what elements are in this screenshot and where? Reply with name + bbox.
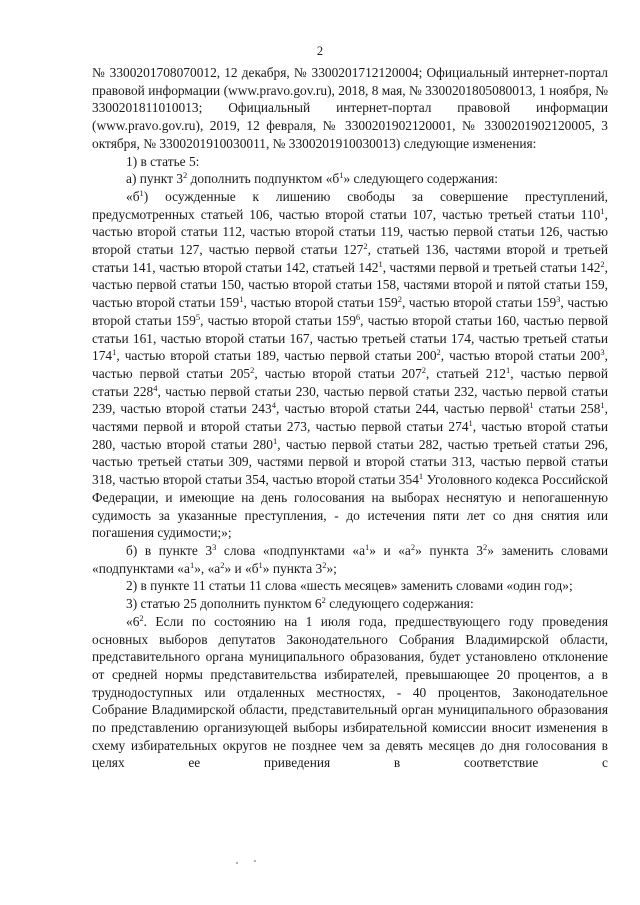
paragraph xyxy=(92,188,608,542)
superscript: 1 xyxy=(378,258,383,269)
superscript: 1 xyxy=(339,170,344,181)
text-run: «6 xyxy=(126,613,140,629)
superscript: 2 xyxy=(363,241,368,252)
text-run: , частями первой и третьей статьи 142 xyxy=(382,259,601,275)
text-run: , частью второй статьи 189, частью первой статьи 200 xyxy=(116,348,437,364)
superscript: 4 xyxy=(153,382,158,393)
superscript: 1 xyxy=(239,294,244,305)
text-run: а) пункт 3 xyxy=(126,171,184,187)
text-run: дополнить подпунктом «б xyxy=(187,171,340,187)
superscript: 6 xyxy=(355,311,361,322)
paragraph xyxy=(92,542,608,577)
text-run: , частью первой статьи 150, частью второй статьи 158, частями второй и пятой статьи 159, частью второй статьи 159 xyxy=(92,259,608,311)
superscript: 1 xyxy=(189,559,195,570)
text-run: » пункта 3 xyxy=(415,542,483,558)
superscript: 2 xyxy=(410,541,416,552)
text-run: б) в пункте 3 xyxy=(126,542,213,558)
page-number: 2 xyxy=(316,44,324,58)
text-run: , частью второй статьи 200 xyxy=(440,348,601,364)
text-run: ) осужденные к лишению свободы за совершение преступлений, предусмотренных статьей 106, частью второй статьи 107, частью третьей статьи 110 xyxy=(92,188,608,222)
superscript: 2 xyxy=(183,170,188,181)
paragraph xyxy=(92,613,608,772)
superscript: 1 xyxy=(365,541,370,552)
superscript: 3 xyxy=(600,347,605,358)
text-run: , частью второй статьи 159 xyxy=(243,295,398,311)
superscript: 2 xyxy=(250,364,255,375)
text-run: », «а xyxy=(194,560,221,576)
text-run: слова «подпунктами «а xyxy=(216,542,366,558)
text-run: 3) статью 25 дополнить пунктом 6 xyxy=(126,596,322,612)
scan-speck xyxy=(254,860,256,862)
superscript: 1 xyxy=(468,418,473,429)
text-run: 2) в пункте 11 статьи 11 слова «шесть месяцев» заменить словами «один год»; xyxy=(126,578,573,594)
superscript: 2 xyxy=(436,347,441,358)
superscript: 1 xyxy=(139,187,144,198)
text-run: »; xyxy=(326,560,337,576)
text-run: , статьей 212 xyxy=(426,365,506,381)
superscript: 1 xyxy=(418,471,424,482)
text-run: , частью первой статьи 205 xyxy=(92,348,608,381)
text-run: , частью второй статьи 159 xyxy=(92,295,608,328)
text-run: » заменить словами «подпунктами «а xyxy=(92,542,608,576)
superscript: 1 xyxy=(529,400,534,411)
superscript: 2 xyxy=(482,541,488,552)
text-run: , частью первой статьи 230, частью первой статьи 232, частью первой статьи 239, частью второй статьи 243 xyxy=(92,383,608,417)
text-run: . Если по состоянию на 1 июля года, предшествующего году проведения основных выборов депутатов Законодательного Собрания Владимирской области, представительного органа муниципального образования, будет установлено отклонение от средней нормы представительства избирателей, превышающее 20 процентов, а в труднодоступных или отдаленных местностях, - 40 процентов, Законодательное Собрание Владимирской области, представительный орган муниципального образования по представлению организующей выборы избирательной комиссии вносит изменения в схему избирательных округов не позднее чем за девять месяцев до дня голосования в целях ее приведения в соответствие с xyxy=(92,613,608,771)
superscript: 2 xyxy=(322,559,327,570)
text-run: «б xyxy=(126,188,140,204)
superscript: 3 xyxy=(212,541,217,552)
superscript: 2 xyxy=(139,612,144,623)
superscript: 2 xyxy=(220,559,225,570)
text-run: » пункта 3 xyxy=(262,560,323,576)
superscript: 5 xyxy=(195,311,201,322)
text-run: статьи 258 xyxy=(533,401,601,417)
paragraph xyxy=(92,595,608,613)
superscript: 2 xyxy=(321,595,326,606)
superscript: 2 xyxy=(600,258,605,269)
paragraph xyxy=(92,153,608,171)
text-run: , частью второй статьи 207 xyxy=(254,365,422,381)
superscript: 2 xyxy=(397,294,402,305)
superscript: 1 xyxy=(112,347,117,358)
text-run: , частью второй статьи 160, частью первой статьи 161, частью второй статьи 167, частью третьей статьи 174, частью третьей статьи 174 xyxy=(92,312,608,364)
paragraph xyxy=(92,64,608,153)
paragraph xyxy=(92,577,608,595)
text-run: № 3300201708070012, 12 декабря, № 3300201712120004; Официальный интернет-портал правовой информации (www.pravo.gov.ru), 2018, 8 мая, № 3300201805080013, 1 ноября, № 3300201811010013; Официальный интернет-портал правовой информации (www.pravo.gov.ru), 2019, 12 февраля, № 3300201902120001, № 3300201902120005, 3 октября, № 3300201910030011, № 3300201910030013) следующие изменения: xyxy=(92,65,608,151)
text-run: следующего содержания: xyxy=(325,596,474,612)
superscript: 1 xyxy=(600,205,605,216)
superscript: 1 xyxy=(600,400,605,411)
text-run: , частями первой и второй статьи 273, частью первой статьи 274 xyxy=(92,401,609,435)
document-body xyxy=(92,64,608,772)
text-run: , частью второй статьи 280, частью второй статьи 280 xyxy=(92,419,608,452)
superscript: 3 xyxy=(556,294,561,305)
text-run: , статьей 136, частями второй и третьей статьи 141, частью второй статьи 142, статьей 142 xyxy=(92,242,608,275)
text-run: 1) в статье 5: xyxy=(126,153,200,169)
text-run: , частью второй статьи 159 xyxy=(200,312,356,328)
text-run: , частью второй статьи 244, частью первой xyxy=(275,401,530,417)
text-run: Уголовного кодекса Российской Федерации, и имеющие на день голосования на выборах неснятую и непогашенную судимость за указанные преступления, - до истечения пяти лет со дня снятия или погашения судимости;»; xyxy=(92,472,608,541)
superscript: 4 xyxy=(271,400,276,411)
text-run: , частью второй статьи 159 xyxy=(401,295,557,311)
superscript: 1 xyxy=(506,364,511,375)
text-run: » и «б xyxy=(224,560,259,576)
superscript: 1 xyxy=(258,559,263,570)
superscript: 2 xyxy=(421,364,427,375)
scan-speck xyxy=(236,862,238,864)
superscript: 1 xyxy=(272,435,278,446)
text-run: , частью первой статьи 228 xyxy=(92,365,608,399)
text-run: , частью второй статьи 112, частью второй статьи 119, частью первой статьи 126, частью второй статьи 127, частью первой статьи 127 xyxy=(92,206,608,258)
paragraph xyxy=(92,170,608,188)
text-run: , частью первой статьи 282, частью третьей статьи 296, частью третьей статьи 309, частями первой и второй статьи 313, частью первой статьи 318, частью второй статьи 354, частью второй статьи 354 xyxy=(92,436,608,488)
text-run: » следующего содержания: xyxy=(343,171,498,187)
text-run: » и «а xyxy=(369,542,411,558)
